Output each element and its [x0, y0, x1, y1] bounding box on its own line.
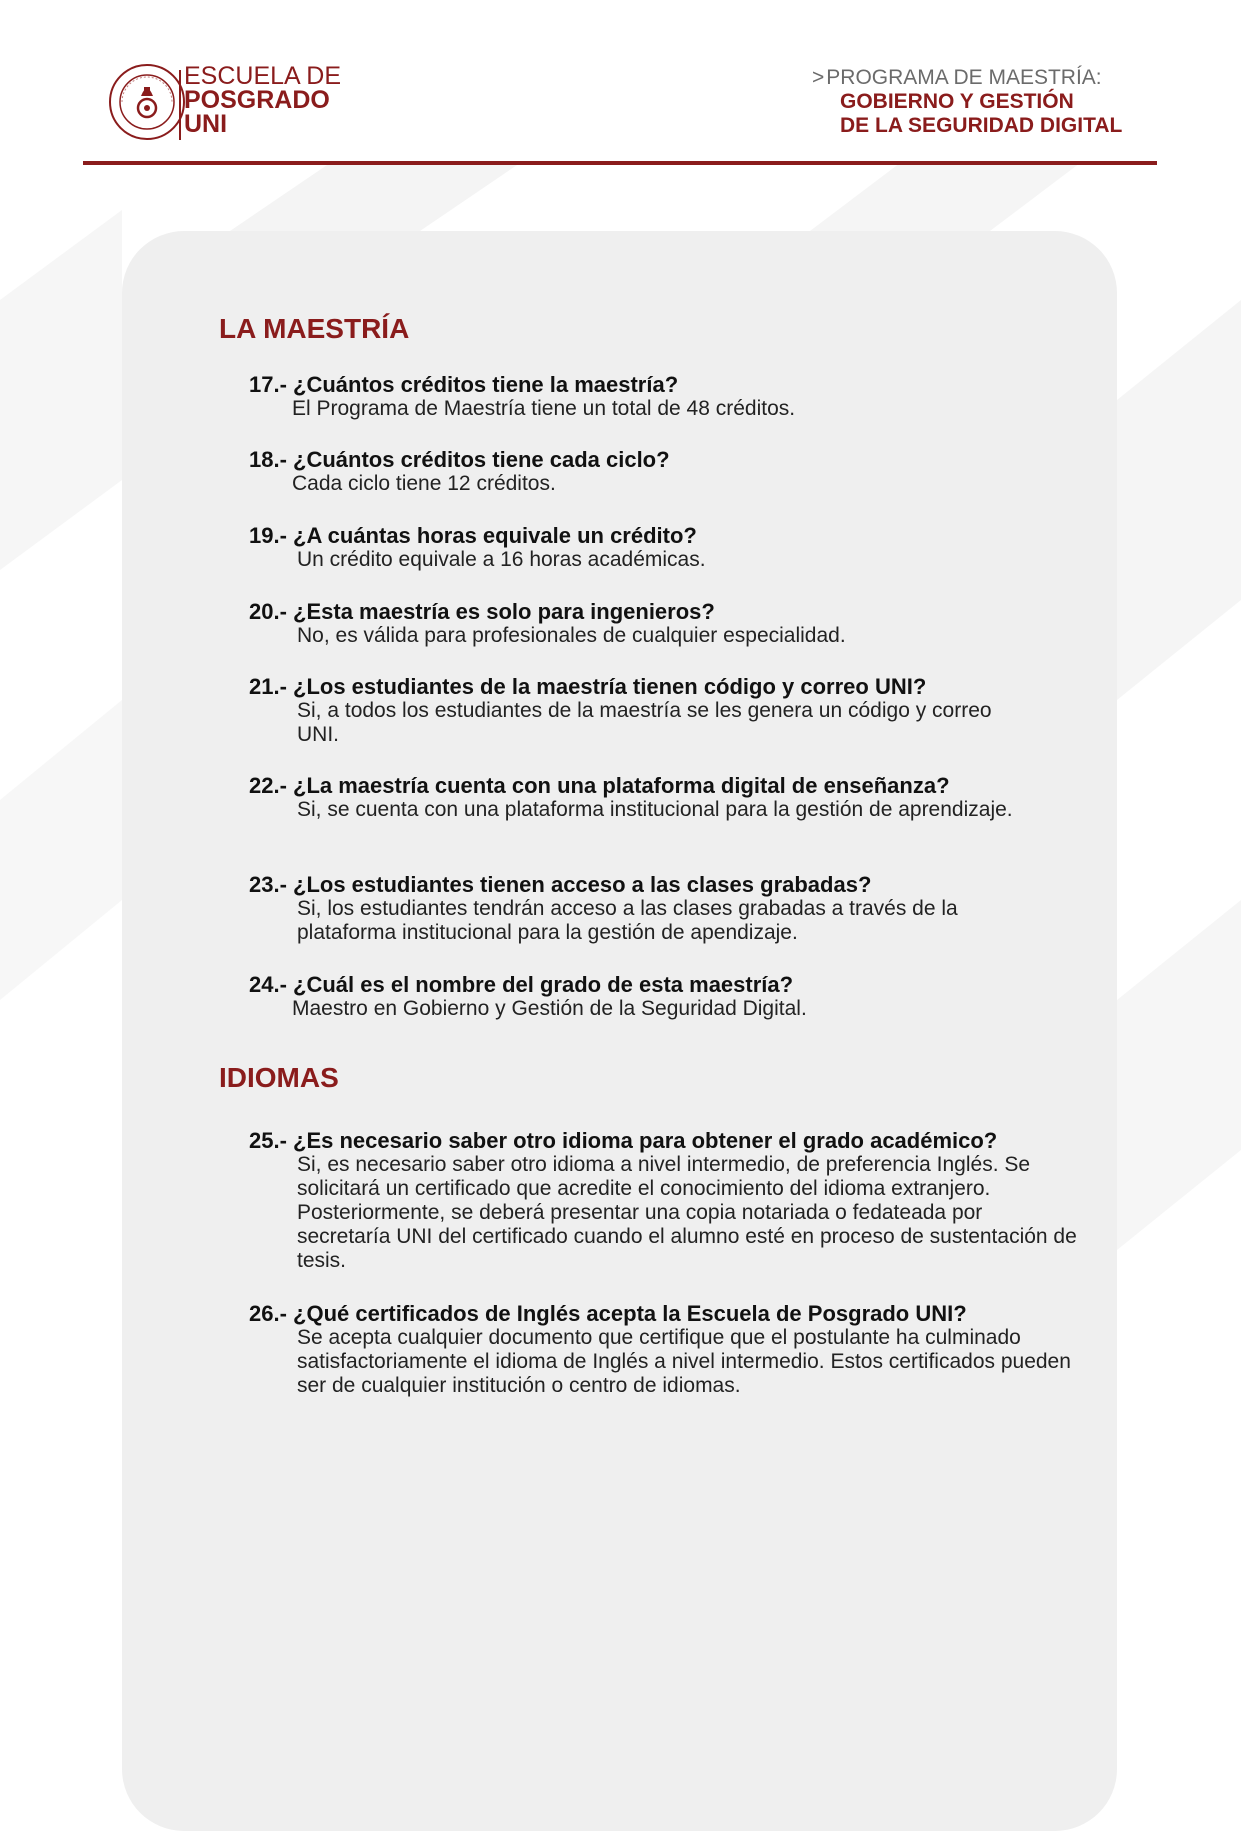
faq-item-20	[249, 600, 1069, 648]
faq-item-24	[249, 973, 1069, 1021]
faq-question: 26.- ¿Qué certificados de Inglés acepta la Escuela de Posgrado UNI?	[249, 1301, 967, 1326]
faq-answer: Si, los estudiantes tendrán acceso a las clases grabadas a través de la plataforma institucional para la gestión de apendizaje.	[297, 897, 958, 944]
faq-answer: Maestro en Gobierno y Gestión de la Seguridad Digital.	[292, 997, 807, 1020]
faq-answer: Cada ciclo tiene 12 créditos.	[292, 472, 556, 495]
faq-item-26	[249, 1302, 1079, 1398]
faq-answer: Se acepta cualquier documento que certifique que el postulante ha culminado satisfactoriamente el idioma de Inglés a nivel intermedio. Estos certificados pueden ser de cualquier institución o centro de idiomas.	[297, 1326, 1071, 1397]
university-seal-icon	[108, 63, 186, 141]
faq-question: 22.- ¿La maestría cuenta con una plataforma digital de enseñanza?	[249, 773, 950, 798]
program-heading	[812, 66, 1152, 138]
header-divider	[83, 161, 1157, 165]
faq-question: 24.- ¿Cuál es el nombre del grado de esta maestría?	[249, 972, 794, 997]
faq-question: 18.- ¿Cuántos créditos tiene cada ciclo?	[249, 447, 670, 472]
faq-question: 19.- ¿A cuántas horas equivale un crédito?	[249, 523, 697, 548]
faq-answer: Si, es necesario saber otro idioma a nivel intermedio, de preferencia Inglés. Se solicitará un certificado que acredite el conocimiento del idioma extranjero. Posteriormente, se deberá presentar una copia notariada o fedateada por secretaría UNI del certificado cuando el alumno esté en proceso de sustentación de tesis.	[297, 1153, 1077, 1272]
page-header	[0, 0, 1241, 163]
program-title-line-2: DE LA SEGURIDAD DIGITAL	[840, 114, 1123, 137]
faq-item-17	[249, 373, 1069, 421]
faq-question: 23.- ¿Los estudiantes tienen acceso a las clases grabadas?	[249, 872, 872, 897]
school-logo-text	[184, 64, 341, 136]
faq-question: 17.- ¿Cuántos créditos tiene la maestría?	[249, 372, 679, 397]
faq-answer: Si, se cuenta con una plataforma institucional para la gestión de aprendizaje.	[297, 798, 1013, 821]
program-label	[812, 66, 1152, 90]
faq-item-18	[249, 448, 1069, 496]
faq-answer: El Programa de Maestría tiene un total de 48 créditos.	[292, 397, 796, 420]
logo-divider	[179, 70, 181, 140]
faq-answer: Si, a todos los estudiantes de la maestría se les genera un código y correo UNI.	[297, 699, 992, 746]
faq-answer: Un crédito equivale a 16 horas académicas.	[297, 548, 706, 571]
faq-item-25	[249, 1129, 1079, 1273]
faq-question: 21.- ¿Los estudiantes de la maestría tienen código y correo UNI?	[249, 674, 927, 699]
faq-item-21	[249, 675, 1029, 747]
program-label-text: PROGRAMA DE MAESTRÍA:	[826, 66, 1102, 89]
faq-item-23	[249, 873, 1029, 945]
faq-item-22	[249, 774, 1029, 822]
logo-line-1: ESCUELA DE	[184, 62, 342, 90]
logo-line-2: POSGRADO	[184, 86, 330, 114]
section-title-la-maestria: LA MAESTRÍA	[219, 313, 410, 344]
faq-answer: No, es válida para profesionales de cualquier especialidad.	[297, 624, 846, 647]
faq-question: 25.- ¿Es necesario saber otro idioma para obtener el grado académico?	[249, 1128, 998, 1153]
section-title-idiomas: IDIOMAS	[219, 1062, 339, 1093]
program-title-line-1: GOBIERNO Y GESTIÓN	[840, 90, 1074, 113]
chevron-right-icon: >	[812, 66, 825, 89]
logo-line-3: UNI	[184, 110, 228, 138]
faq-item-19	[249, 524, 1069, 572]
faq-question: 20.- ¿Esta maestría es solo para ingenieros?	[249, 599, 715, 624]
